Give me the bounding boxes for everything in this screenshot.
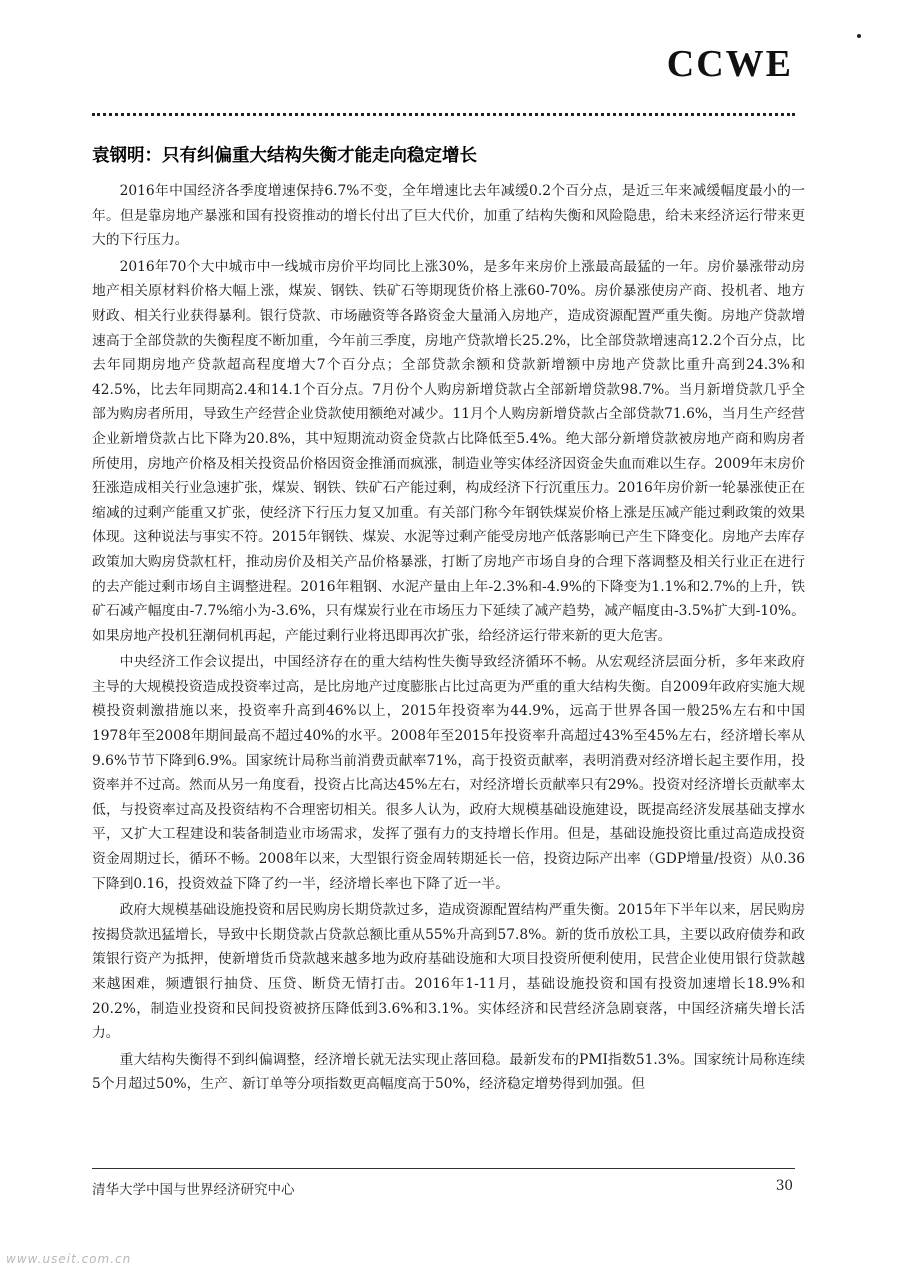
footer-divider xyxy=(92,1168,795,1169)
corner-mark xyxy=(857,34,861,38)
paragraph: 中央经济工作会议提出，中国经济存在的重大结构性失衡导致经济循环不畅。从宏观经济层面分析，多年来政府主导的大规模投资造成投资率过高，是比房地产过度膨胀占比过高更为严重的重大结构失衡。自2009年政府实施大规模投资刺激措施以来，投资率升高到46%以上，2015年投资率为44.9%，远高于世界各国一般25%左右和中国1978年至2008年期间最高不超过40%的水平。2008年至2015年投资率升高超过43%至45%左右，经济增长率从9.6%节节下降到6.9%。国家统计局称当前消费贡献率71%，高于投资贡献率，表明消费对经济增长起主要作用，投资率并不过高。然而从另一角度看，投资占比高达45%左右，对经济增长贡献率只有29%。投资对经济增长贡献率太低，与投资率过高及投资结构不合理密切相关。很多人认为，政府大规模基础设施建设，既提高经济发展基础支撑水平，又扩大工程建设和装备制造业市场需求，发挥了强有力的支持增长作用。但是，基础设施投资比重过高造成投资资金周期过长，循环不畅。2008年以来，大型银行资金周转期延长一倍，投资边际产出率（GDP增量/投资）从0.36下降到0.16，投资效益下降了约一半，经济增长率也下降了近一半。 xyxy=(92,654,805,892)
paragraph: 重大结构失衡得不到纠偏调整，经济增长就无法实现止落回稳。最新发布的PMI指数51.3%。国家统计局称连续5个月超过50%，生产、新订单等分项指数更高幅度高于50%，经济稳定增势得到加强。但 xyxy=(92,1051,805,1093)
paragraph: 政府大规模基础设施投资和居民购房长期贷款过多，造成资源配置结构严重失衡。2015年下半年以来，居民购房按揭贷款迅猛增长，导致中长期贷款占贷款总额比重从55%升高到57.8%。新的货币放松工具，主要以政府债券和政策银行资产为抵押，使新增货币贷款越来越多地为政府基础设施和大项目投资所便利使用，民营企业使用银行贷款越来越困难，频遭银行抽贷、压贷、断贷无情打击。2016年1-11月，基础设施投资和国有投资加速增长18.9%和20.2%，制造业投资和民间投资被挤压降低到3.6%和3.1%。实体经济和民营经济急剧衰落，中国经济痛失增长活力。 xyxy=(92,902,805,1042)
paragraph: 2016年中国经济各季度增速保持6.7%不变，全年增速比去年减缓0.2个百分点，是近三年来减缓幅度最小的一年。但是靠房地产暴涨和国有投资推动的增长付出了巨大代价，加重了结构失衡和风险隐患，给未来经济运行带来更大的下行压力。 xyxy=(92,183,805,249)
paragraph: 2016年70个大中城市中一线城市房价平均同比上涨30%，是多年来房价上涨最高最猛的一年。房价暴涨带动房地产相关原材料价格大幅上涨，煤炭、钢铁、铁矿石等期现货价格上涨60-70%。房价暴涨使房产商、投机者、地方财政、相关行业获得暴利。银行贷款、市场融资等各路资金大量涌入房地产，造成资源配置严重失衡。房地产贷款增速高于全部贷款的失衡程度不断加重，今年前三季度，房地产贷款增长25.2%，比全部贷款增速高12.2个百分点，比去年同期房地产贷款超高程度增大7个百分点；全部贷款余额和贷款新增额中房地产贷款比重升高到24.3%和42.5%，比去年同期高2.4和14.1个百分点。7月份个人购房新增贷款占全部新增贷款98.7%。当月新增贷款几乎全部为购房者所用，导致生产经营企业贷款使用额绝对减少。11月个人购房新增贷款占全部贷款71.6%，当月生产经营企业新增贷款占比下降为20.8%，其中短期流动资金贷款占比降低至5.4%。绝大部分新增贷款被房地产商和购房者所使用，房地产价格及相关投资品价格因资金推涌而疯涨，制造业等实体经济因资金失血而难以生存。2009年末房价狂涨造成相关行业急速扩张，煤炭、钢铁、铁矿石产能过剩，构成经济下行沉重压力。2016年房价新一轮暴涨使正在缩减的过剩产能重又扩张，使经济下行压力复又加重。有关部门称今年钢铁煤炭价格上涨是压减产能过剩政策的效果体现。这种说法与事实不符。2015年钢铁、煤炭、水泥等过剩产能受房地产低落影响已产生下降变化。房地产去库存政策加大购房贷款杠杆，推动房价及相关产品价格暴涨，打断了房地产市场自身的合理下落调整及相关行业正在进行的去产能过剩市场自主调整进程。2016年粗钢、水泥产量由上年-2.3%和-4.9%的下降变为1.1%和2.7%的上升，铁矿石减产幅度由-7.7%缩小为-3.6%，只有煤炭行业在市场压力下延续了减产趋势，减产幅度由-3.5%扩大到-10%。如果房地产投机狂潮伺机再起，产能过剩行业将迅即再次扩张，给经济运行带来新的更大危害。 xyxy=(92,258,805,644)
ccwe-logo: CCWE xyxy=(666,43,793,85)
footer-institution: 清华大学中国与世界经济研究中心 xyxy=(92,1182,295,1198)
article-body xyxy=(92,179,805,1099)
watermark: www.useit.com.cn xyxy=(6,1252,132,1266)
header-divider xyxy=(92,113,795,116)
article-title: 袁钢明：只有纠偏重大结构失衡才能走向稳定增长 xyxy=(92,146,477,166)
page-number: 30 xyxy=(775,1178,793,1194)
